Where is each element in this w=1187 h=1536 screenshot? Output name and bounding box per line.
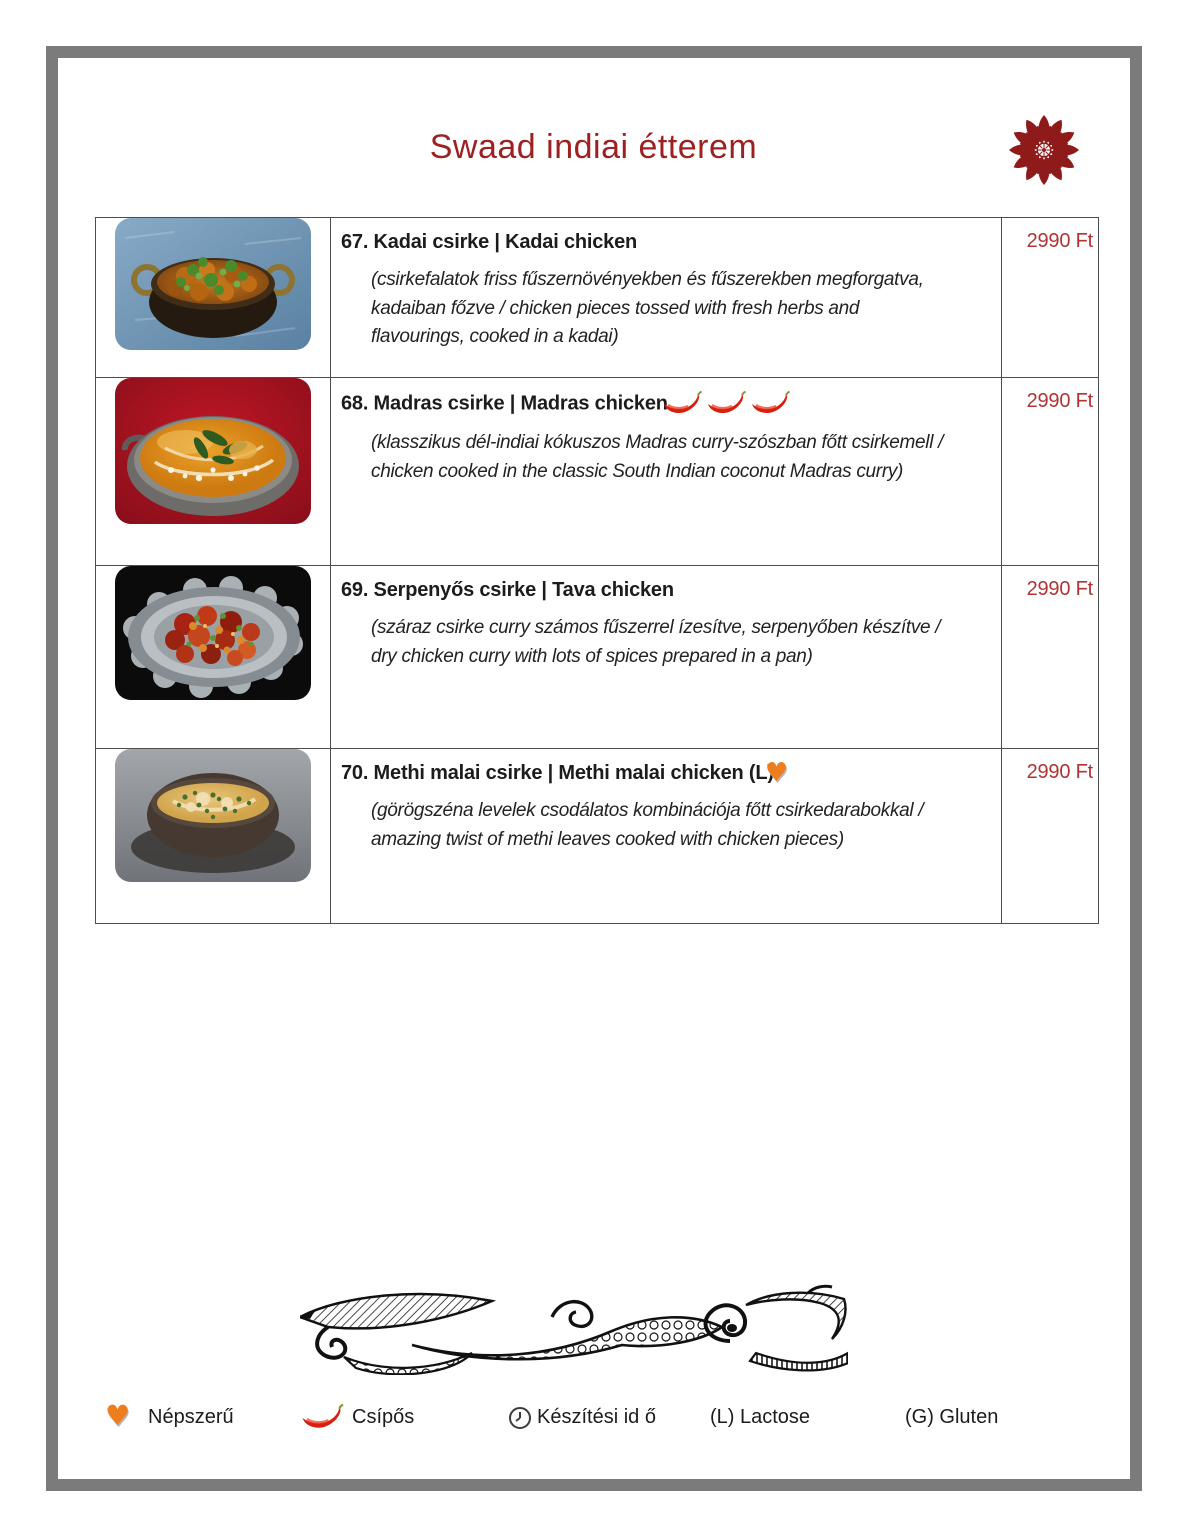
- menu-row-67: [96, 218, 1099, 378]
- dish-title-text: 68. Madras csirke | Madras chicken: [341, 392, 668, 415]
- decorative-wave-divider: [300, 1283, 848, 1375]
- dish-text-cell: [331, 218, 1002, 378]
- mandala-logo-icon: [1006, 104, 1082, 196]
- dish-image-cell: [96, 218, 331, 378]
- menu-row-69: [96, 566, 1099, 749]
- legend-prep-time-label: Készítési id ő: [537, 1406, 656, 1428]
- dish-text-cell: [331, 749, 1002, 924]
- dish-image-cell: [96, 566, 331, 749]
- chili-icon: [706, 391, 746, 417]
- dish-description: (klasszikus dél-indiai kókuszos Madras curry-szószban főtt csirkemell / chicken cooked in the classic South Indian coconut Madras curry): [371, 432, 944, 482]
- dish-price-cell: [1002, 749, 1099, 924]
- chili-icon: [662, 391, 702, 417]
- dish-price-cell: [1002, 566, 1099, 749]
- legend-gluten-label: (G) Gluten: [905, 1406, 999, 1428]
- clock-icon: [508, 1406, 532, 1430]
- dish-price: 2990 Ft: [1026, 390, 1093, 412]
- heart-icon: ♥: [105, 1399, 131, 1432]
- dish-description: (görögszéna levelek csodálatos kombinációja főtt csirkedarabokkal / amazing twist of methi leaves cooked with chicken pieces): [371, 800, 924, 850]
- dish-text-cell: [331, 378, 1002, 566]
- dish-title-text: 69. Serpenyős csirke | Tava chicken: [341, 579, 674, 601]
- dish-title-text: 70. Methi malai csirke | Methi malai chicken (L): [341, 762, 774, 784]
- dish-title: [341, 758, 989, 788]
- legend-spicy-label: Csípős: [352, 1406, 415, 1428]
- madras-chicken-photo: [115, 378, 311, 524]
- dish-description: (csirkefalatok friss fűszernövényekben és fűszerekben megforgatva, kadaiban főzve / chicken pieces tossed with fresh herbs and flavourings, cooked in a kadai): [371, 269, 924, 347]
- popular-heart-icon: ♥: [764, 758, 788, 788]
- page-title: Swaad indiai étterem: [429, 128, 758, 166]
- tava-chicken-photo: [115, 566, 311, 700]
- chili-icon: [300, 1404, 344, 1432]
- dish-price: 2990 Ft: [1026, 230, 1093, 252]
- dish-title-text: 67. Kadai csirke | Kadai chicken: [341, 231, 638, 253]
- legend-lactose-label: (L) Lactose: [710, 1406, 811, 1428]
- dish-title: [341, 231, 989, 254]
- dish-price: 2990 Ft: [1026, 578, 1093, 600]
- dish-title: [341, 579, 989, 602]
- chili-icon: [750, 391, 790, 417]
- legend-popular-label: Népszerű: [148, 1406, 234, 1428]
- legend: [0, 1398, 1187, 1444]
- menu-row-68: [96, 378, 1099, 566]
- menu-row-70: [96, 749, 1099, 924]
- spice-level-icons: [662, 391, 794, 417]
- methi-malai-chicken-photo: [115, 749, 311, 882]
- dish-image-cell: [96, 378, 331, 566]
- dish-description: (száraz csirke curry számos fűszerrel ízesítve, serpenyőben készítve / dry chicken curry with lots of spices prepared in a pan): [371, 617, 941, 667]
- dish-price: 2990 Ft: [1026, 761, 1093, 783]
- dish-price-cell: [1002, 378, 1099, 566]
- menu-table: [95, 217, 1099, 924]
- dish-price-cell: [1002, 218, 1099, 378]
- dish-image-cell: [96, 749, 331, 924]
- kadai-chicken-photo: [115, 218, 311, 350]
- dish-title: [341, 391, 989, 417]
- dish-text-cell: [331, 566, 1002, 749]
